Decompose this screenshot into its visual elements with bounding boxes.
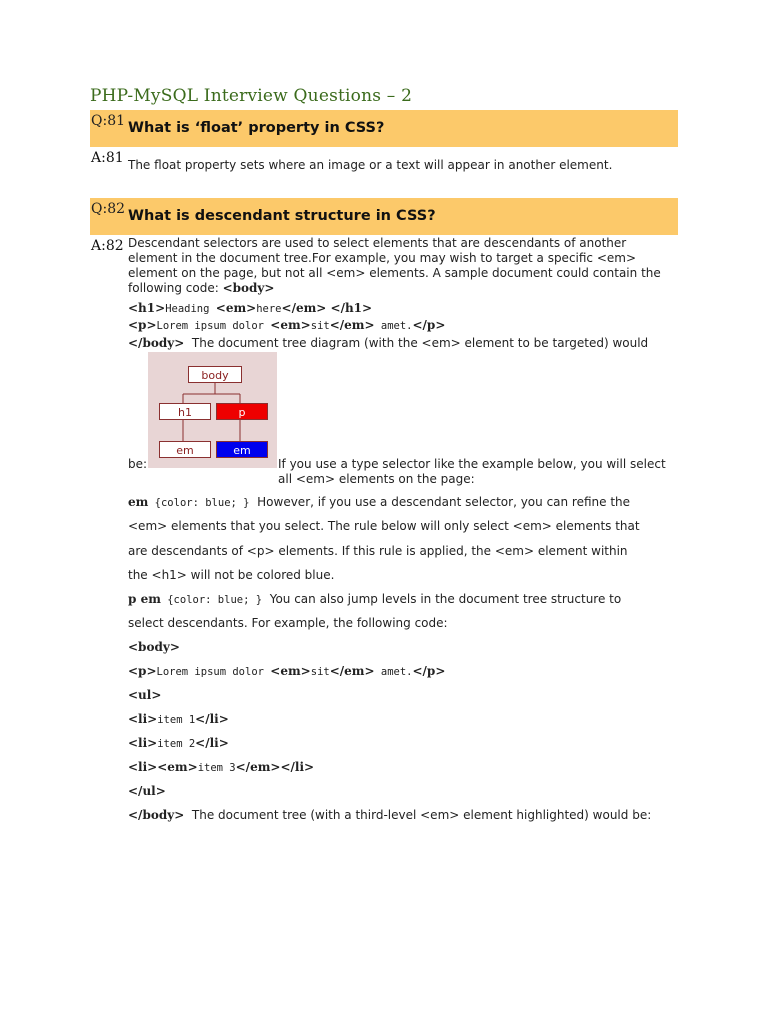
code-p-line: <p>Lorem ipsum dolor <em>sit</em> amet.</p> — [128, 318, 446, 332]
type-selector-text: If you use a type selector like the example below, you will select all <em> elements on the page: — [278, 457, 666, 486]
code2-body-open: <body> — [128, 640, 180, 654]
document-tree-diagram — [148, 352, 277, 468]
tree-node-h1: h1 — [159, 403, 211, 420]
question-text-81: What is ‘float’ property in CSS? — [128, 120, 385, 136]
rule1-line: em {color: blue; } However, if you use a descendant selector, you can refine the — [128, 495, 631, 509]
question-label-82: Q:82 — [91, 201, 126, 217]
code2-li2: <li>item 2</li> — [128, 736, 229, 750]
answer-label-81: A:81 — [91, 150, 124, 166]
code2-ul-open: <ul> — [128, 688, 162, 702]
code2-body-close-line: </body> The document tree (with a third-level <em> element highlighted) would be: — [128, 808, 652, 822]
tree-node-em-left: em — [159, 441, 211, 458]
rule2-line: p em {color: blue; } You can also jump levels in the document tree structure to — [128, 592, 622, 606]
answer-intro: Descendant selectors are used to select elements that are descendants of another element in the document tree.For example, you may wish to target a specific <em> element on the page, but not all <em> elements. A sample document could contain the following code: <body> — [128, 236, 661, 295]
tree-node-em-right: em — [216, 441, 268, 458]
code-body-open: <body> — [222, 281, 275, 295]
code2-p-line: <p>Lorem ipsum dolor <em>sit</em> amet.</p> — [128, 664, 446, 678]
tree-node-body: body — [188, 366, 242, 383]
answer-label-82: A:82 — [91, 238, 124, 254]
rule2-text-b: select descendants. For example, the following code: — [128, 616, 448, 630]
question-label-81: Q:81 — [91, 113, 126, 129]
be-label: be: — [128, 457, 148, 471]
code2-li3: <li><em>item 3</em></li> — [128, 760, 315, 774]
tree-node-p: p — [216, 403, 268, 420]
rule1-text-b: <em> elements that you select. The rule below will only select <em> elements that — [128, 519, 640, 533]
rule1-text-c: are descendants of <p> elements. If this rule is applied, the <em> element within — [128, 544, 628, 558]
code2-li1: <li>item 1</li> — [128, 712, 229, 726]
rule1-text-d: the <h1> will not be colored blue. — [128, 568, 335, 582]
question-text-82: What is descendant structure in CSS? — [128, 208, 436, 224]
code-body-close-line: </body> The document tree diagram (with the <em> element to be targeted) would — [128, 336, 649, 350]
code-h1-line: <h1>Heading <em>here</em> </h1> — [128, 301, 373, 315]
code2-ul-close: </ul> — [128, 784, 166, 798]
answer-text-81: The float property sets where an image or a text will appear in another element. — [128, 158, 613, 172]
page-title: PHP-MySQL Interview Questions – 2 — [90, 86, 413, 106]
